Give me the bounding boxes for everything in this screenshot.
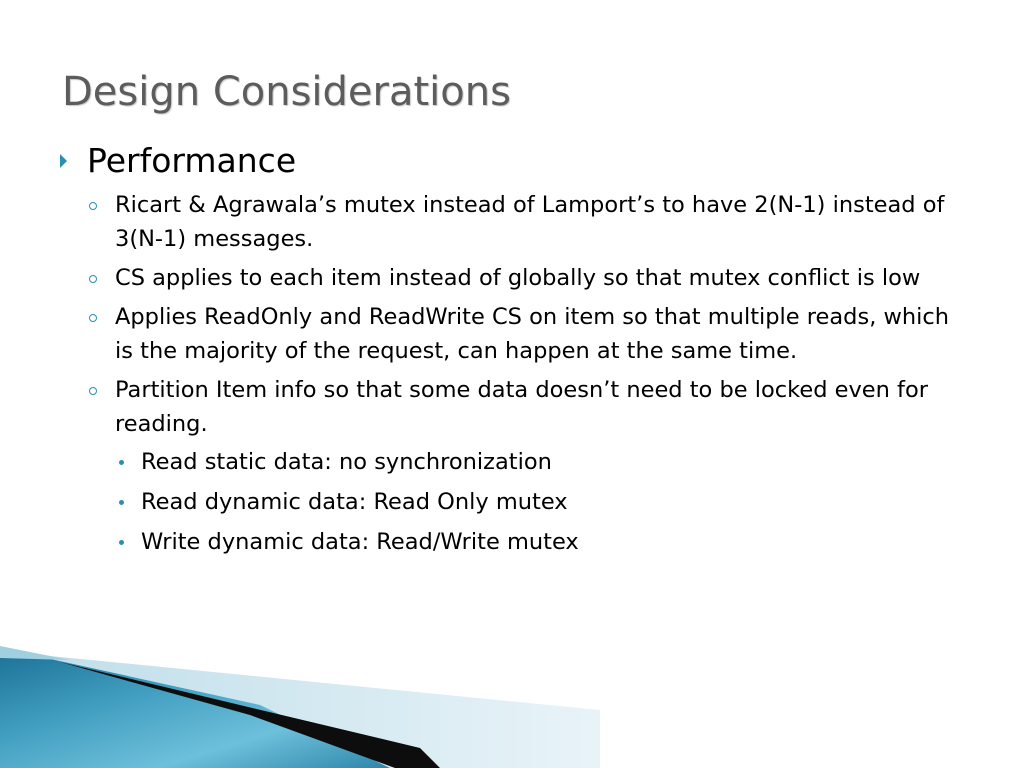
sub-bullet-text: Applies ReadOnly and ReadWrite CS on item so that multiple reads, which is the majority of the request, can happen at the same time. (115, 304, 950, 364)
nested-bullet-text: Read dynamic data: Read Only mutex (141, 489, 568, 515)
slide-title: Design Considerations (62, 69, 511, 115)
bullet-heading-text: Performance (87, 141, 297, 180)
nested-bullet-text: Read static data: no synchronization (141, 449, 552, 475)
sub-bullet-text: CS applies to each item instead of globally so that mutex conflict is low (115, 265, 921, 291)
sub-bullet-text: Ricart & Agrawala’s mutex instead of Lamport’s to have 2(N-1) instead of 3(N-1) messages. (115, 192, 945, 252)
swoosh-thin-highlight (0, 646, 70, 660)
nested-bullet-text: Write dynamic data: Read/Write mutex (141, 529, 579, 555)
sub-bullet-text: Partition Item info so that some data doesn’t need to be locked even for reading. (115, 377, 928, 437)
